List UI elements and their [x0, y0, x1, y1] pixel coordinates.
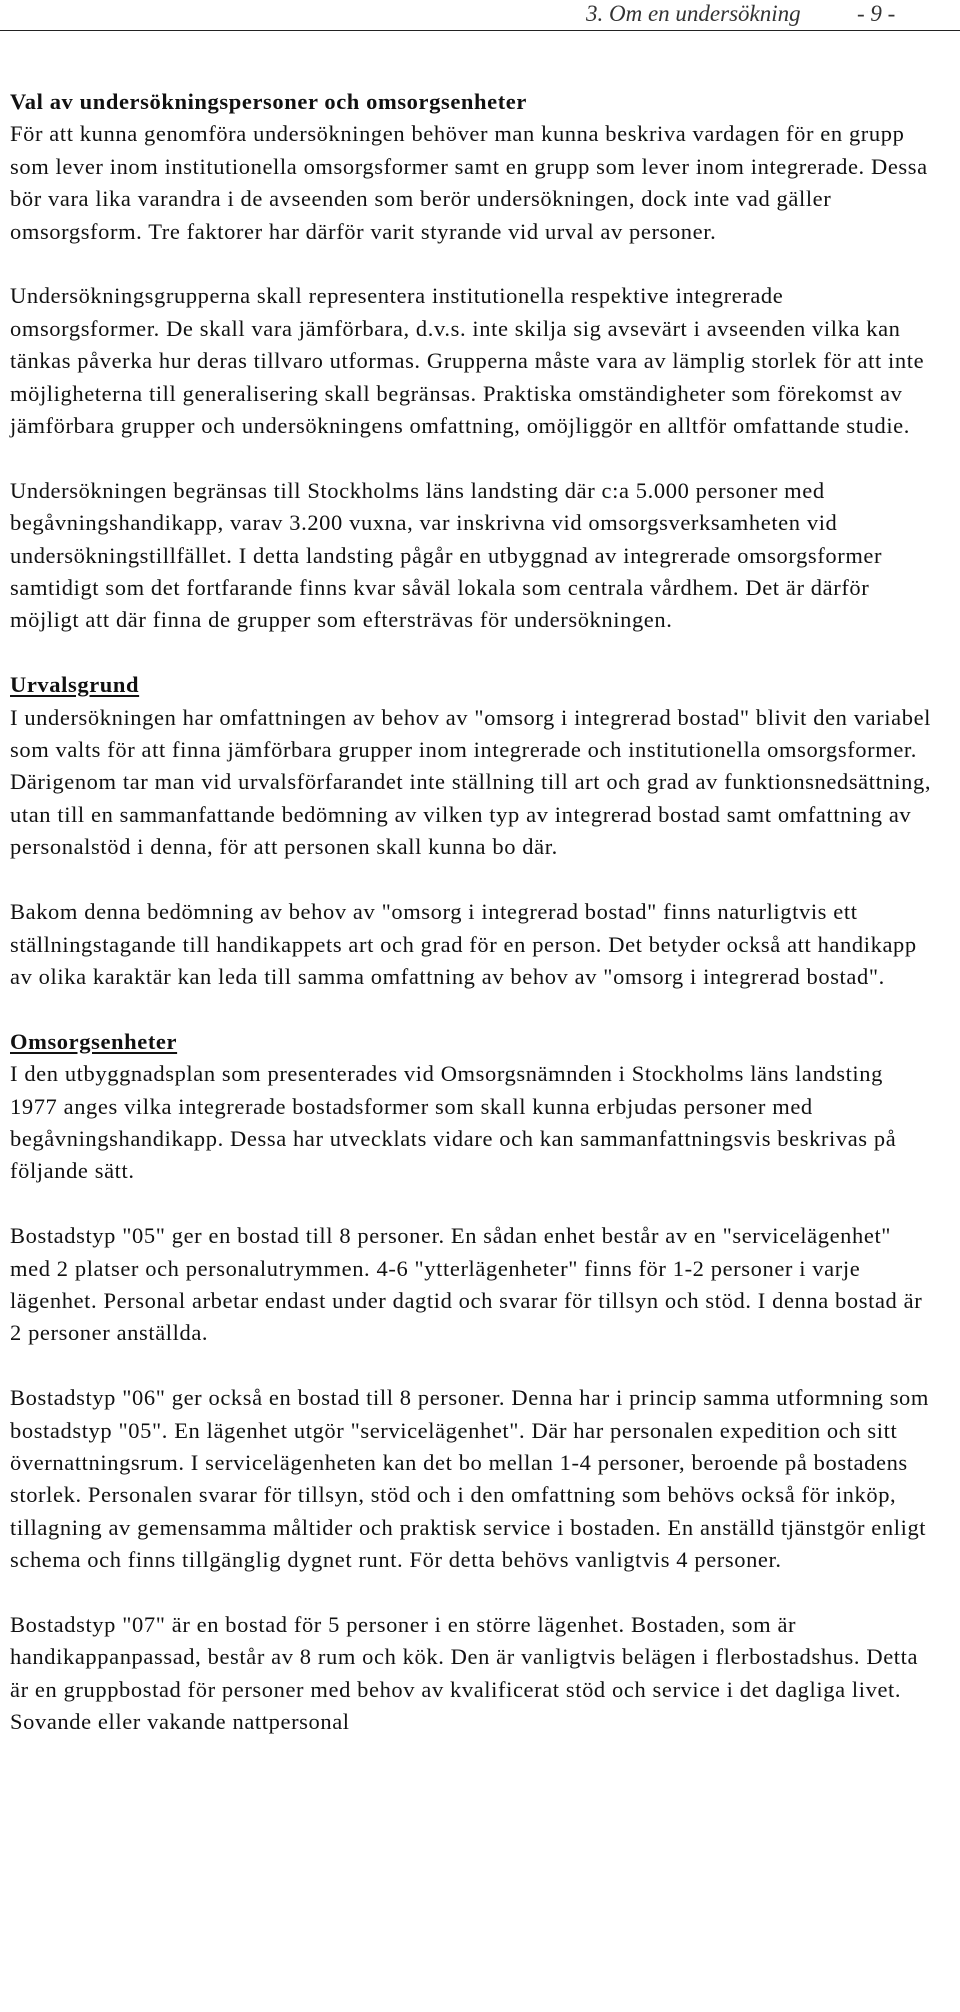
paragraph: Undersökningen begränsas till Stockholms läns landsting där c:a 5.000 personer med begåvningshandikapp, varav 3.200 vuxna, var inskrivna vid omsorgsverksamheten vid undersökningstillfället. I detta landsting pågår en utbyggnad av integrerade omsorgsformer samtidigt som det fortfarande finns kvar såväl lokala som centrala vårdhem. Det är därför möjligt att där finna de grupper som eftersträvas för undersökningen. [10, 477, 883, 633]
paragraph: Bostadstyp "07" är en bostad för 5 personer i en större lägenhet. Bostaden, som är handikappanpassad, består av 8 rum och kök. Den är vanligtvis belägen i flerbostadshus. Detta är en gruppbostad för personer med behov av kvalificerat stöd och service i det dagliga livet. Sovande eller vakande nattpersonal [10, 1611, 919, 1735]
paragraph: Bostadstyp "06" ger också en bostad till 8 personer. Denna har i princip samma utformning som bostadstyp "05". En lägenhet utgör "servicelägenhet". Där har personalen expedition och sitt övernattningsrum. I servicelägenheten kan det bo mellan 1-4 personer, beroende på bostadens storlek. Personalen svarar för tillsyn, stöd och i den omfattning som behövs också för inköp, tillagning av gemensamma måltider och praktisk service i bostaden. En anställd tjänstgör enligt schema och finns tillgänglig dygnet runt. För detta behövs vanligtvis 4 personer. [10, 1385, 930, 1573]
paragraph: Undersökningsgrupperna skall representera institutionella respektive integrerade omsorgsformer. De skall vara jämförbara, d.v.s. inte skilja sig avsevärt i avseenden vilka kan tänkas påverka hur deras tillvaro utformas. Grupperna måste vara av lämplig storlek för att inte möjligheterna till generalisering skall begränsas. Praktiska omständigheter som förekomst av jämförbara grupper och undersökningens omfattning, omöjliggör en alltför omfattande studie. [10, 283, 925, 439]
section-heading: Omsorgsenheter [10, 1028, 178, 1054]
paragraph: Bostadstyp "05" ger en bostad till 8 personer. En sådan enhet består av en "servicelägenhet" med 2 platser och personalutrymmen. 4-6 "ytterlägenheter" finns för 1-2 personer i varje lägenhet. Personal arbetar endast under dagtid och svarar för tillsyn och stöd. I denna bostad är 2 personer anställda. [10, 1223, 923, 1346]
paragraph: För att kunna genomföra undersökningen behöver man kunna beskriva vardagen för en grupp som lever inom institutionella omsorgsformer samt en grupp som lever inom integrerade. Dessa bör vara lika varandra i de avseenden som berör undersökningen, dock inte vad gäller omsorgsform. Tre faktorer har därför varit styrande vid urval av personer. [10, 121, 928, 244]
section-heading: Val av undersökningspersoner och omsorgsenheter [10, 89, 527, 114]
section-heading: Urvalsgrund [10, 672, 140, 698]
page-number: - 9 - [857, 1, 896, 26]
paragraph: Bakom denna bedömning av behov av "omsorg i integrerad bostad" finns naturligtvis ett ställningstagande till handikappets art och grad för en person. Det betyder också att handikapp av olika karaktär kan leda till samma omfattning av behov av "omsorg i integrerad bostad". [10, 899, 917, 989]
chapter-title: 3. Om en undersökning [586, 1, 801, 26]
paragraph: I undersökningen har omfattningen av behov av "omsorg i integrerad bostad" blivit den variabel som valts för att finna jämförbara grupper inom integrerade och institutionella omsorgsformer. Därigenom tar man vid urvalsförfarandet inte ställning till art och grad av funktionsnedsättning, utan till en sammanfattande bedömning av vilken typ av integrerad bostad samt omfattning av personalstöd i denna, för att personen skall kunna bo där. [10, 704, 932, 860]
paragraph: I den utbyggnadsplan som presenterades vid Omsorgsnämnden i Stockholms läns landsting 1977 anges vilka integrerade bostadsformer som skall kunna erbjudas personer med begåvningshandikapp. Dessa har utvecklats vidare och kan sammanfattningsvis beskrivas på följande sätt. [10, 1061, 897, 1184]
section-urvalsgrund [10, 669, 935, 993]
page-header [0, 0, 960, 31]
section-omsorgsenheter [10, 1026, 935, 1739]
document-body [10, 86, 935, 1739]
section-val-av-undersokningspersoner [10, 86, 935, 637]
